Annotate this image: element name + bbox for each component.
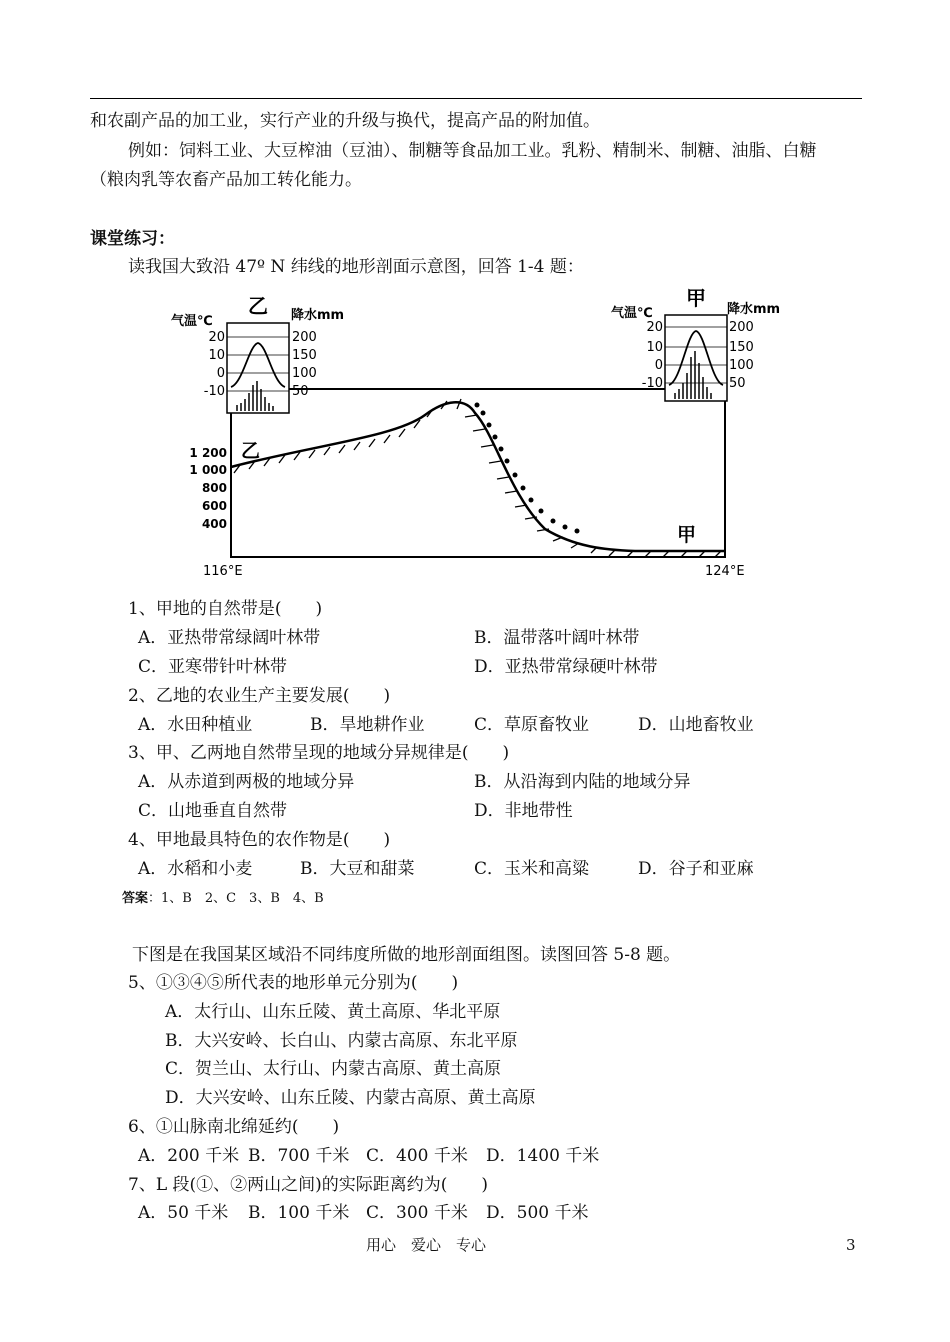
q6-option-b[interactable]: B．700 千米 bbox=[248, 1146, 350, 1166]
q5-stem: 5、①③④⑤所代表的地形单元分别为( ) bbox=[128, 973, 459, 993]
q4-option-a[interactable]: A．水稻和小麦 bbox=[138, 859, 253, 879]
q1-option-d[interactable]: D．亚热带常绿硬叶林带 bbox=[474, 657, 658, 677]
answer-label: 答案 bbox=[122, 891, 149, 906]
climate-chart-jia bbox=[611, 286, 780, 401]
terrain-profile-figure bbox=[165, 285, 785, 583]
prompt-1: 读我国大致沿 47º N 纬线的地形剖面示意图，回答 1-4 题： bbox=[128, 257, 584, 277]
q4-option-d[interactable]: D．谷子和亚麻 bbox=[638, 859, 754, 879]
elev-tick-1: 1 000 bbox=[189, 463, 227, 477]
elev-tick-3: 600 bbox=[201, 499, 227, 513]
svg-text:200: 200 bbox=[729, 320, 754, 335]
q7-stem: 7、L 段(①、②两山之间)的实际距离约为( ) bbox=[128, 1175, 489, 1195]
section-title: 课堂练习： bbox=[90, 229, 175, 249]
q3-option-d[interactable]: D．非地带性 bbox=[474, 801, 573, 821]
answer-line bbox=[122, 888, 324, 910]
q7-option-a[interactable]: A．50 千米 bbox=[138, 1203, 229, 1223]
q5-option-c[interactable]: C．贺兰山、太行山、内蒙古高原、黄土高原 bbox=[165, 1059, 502, 1079]
header-rule bbox=[90, 98, 862, 99]
q4-option-b[interactable]: B．大豆和甜菜 bbox=[300, 859, 415, 879]
svg-text:100: 100 bbox=[729, 358, 754, 373]
q5-option-b[interactable]: B．大兴安岭、长白山、内蒙古高原、东北平原 bbox=[165, 1031, 518, 1051]
profile-label-yi: 乙 bbox=[241, 440, 261, 462]
q2-option-c[interactable]: C．草原畜牧业 bbox=[474, 715, 590, 735]
elev-tick-4: 400 bbox=[201, 517, 227, 531]
climate-precip-label-yi: 降水mm bbox=[291, 308, 345, 323]
svg-text:200: 200 bbox=[292, 330, 317, 345]
svg-text:-10: -10 bbox=[641, 376, 663, 391]
climate-title-jia: 甲 bbox=[686, 286, 706, 310]
climate-title-yi: 乙 bbox=[248, 294, 268, 318]
intro-line-1: 和农副产品的加工业，实行产业的升级与换代，提高产品的附加值。 bbox=[90, 111, 600, 131]
q2-option-d[interactable]: D．山地畜牧业 bbox=[638, 715, 754, 735]
q2-option-b[interactable]: B．旱地耕作业 bbox=[310, 715, 425, 735]
answer-text: ：1、B 2、C 3、B 4、B bbox=[148, 891, 324, 906]
lon-left: 116°E bbox=[203, 564, 243, 579]
q1-option-a[interactable]: A．亚热带常绿阔叶林带 bbox=[138, 628, 321, 648]
q6-option-a[interactable]: A．200 千米 bbox=[138, 1146, 240, 1166]
q5-option-d[interactable]: D．大兴安岭、山东丘陵、内蒙古高原、黄土高原 bbox=[165, 1088, 536, 1108]
svg-text:0: 0 bbox=[654, 358, 663, 373]
prompt-2: 下图是在我国某区域沿不同纬度所做的地形剖面组图。读图回答 5-8 题。 bbox=[132, 945, 681, 965]
elev-tick-0: 1 200 bbox=[189, 446, 227, 460]
climate-temp-label-jia: 气温℃ bbox=[611, 306, 653, 321]
q7-option-c[interactable]: C．300 千米 bbox=[366, 1203, 468, 1223]
svg-text:20: 20 bbox=[208, 330, 225, 345]
climate-precip-label-jia: 降水mm bbox=[727, 302, 781, 317]
terrain-line bbox=[231, 402, 725, 551]
q4-option-c[interactable]: C．玉米和高粱 bbox=[474, 859, 590, 879]
q3-option-a[interactable]: A．从赤道到两极的地域分异 bbox=[138, 772, 355, 792]
q5-option-a[interactable]: A．太行山、山东丘陵、黄土高原、华北平原 bbox=[165, 1002, 501, 1022]
svg-text:150: 150 bbox=[292, 348, 317, 363]
svg-text:50: 50 bbox=[729, 376, 746, 391]
profile-label-jia: 甲 bbox=[677, 524, 697, 546]
q4-stem: 4、甲地最具特色的农作物是( ) bbox=[128, 830, 391, 850]
q3-option-c[interactable]: C．山地垂直自然带 bbox=[138, 801, 288, 821]
svg-text:10: 10 bbox=[646, 340, 663, 355]
svg-text:100: 100 bbox=[292, 366, 317, 381]
page-number: 3 bbox=[846, 1236, 856, 1254]
svg-text:150: 150 bbox=[729, 340, 754, 355]
intro-line-3: （粮肉乳等农畜产品加工转化能力。 bbox=[90, 170, 362, 190]
q1-option-c[interactable]: C．亚寒带针叶林带 bbox=[138, 657, 288, 677]
q3-stem: 3、甲、乙两地自然带呈现的地域分异规律是( ) bbox=[128, 743, 510, 763]
q2-stem: 2、乙地的农业生产主要发展( ) bbox=[128, 686, 391, 706]
intro-line-2: 例如：饲料工业、大豆榨油（豆油）、制糖等食品加工业。乳粉、精制米、制糖、油脂、白糖 bbox=[128, 141, 817, 161]
q3-option-b[interactable]: B．从沿海到内陆的地域分异 bbox=[474, 772, 691, 792]
q1-stem: 1、甲地的自然带是( ) bbox=[128, 599, 323, 619]
q6-option-d[interactable]: D．1400 千米 bbox=[486, 1146, 600, 1166]
svg-text:20: 20 bbox=[646, 320, 663, 335]
svg-text:50: 50 bbox=[292, 384, 309, 399]
q1-option-b[interactable]: B．温带落叶阔叶林带 bbox=[474, 628, 640, 648]
profile-frame bbox=[231, 389, 725, 557]
q7-option-b[interactable]: B．100 千米 bbox=[248, 1203, 350, 1223]
lon-right: 124°E bbox=[705, 564, 745, 579]
q7-option-d[interactable]: D．500 千米 bbox=[486, 1203, 589, 1223]
svg-text:-10: -10 bbox=[203, 384, 225, 399]
footer-motto: 用心 爱心 专心 bbox=[366, 1236, 487, 1254]
q6-option-c[interactable]: C．400 千米 bbox=[366, 1146, 468, 1166]
svg-text:0: 0 bbox=[216, 366, 225, 381]
elev-tick-2: 800 bbox=[201, 481, 227, 495]
q2-option-a[interactable]: A．水田种植业 bbox=[138, 715, 253, 735]
svg-text:10: 10 bbox=[208, 348, 225, 363]
climate-chart-yi bbox=[171, 294, 344, 413]
climate-temp-label-yi: 气温℃ bbox=[171, 314, 213, 329]
q6-stem: 6、①山脉南北绵延约( ) bbox=[128, 1117, 340, 1137]
